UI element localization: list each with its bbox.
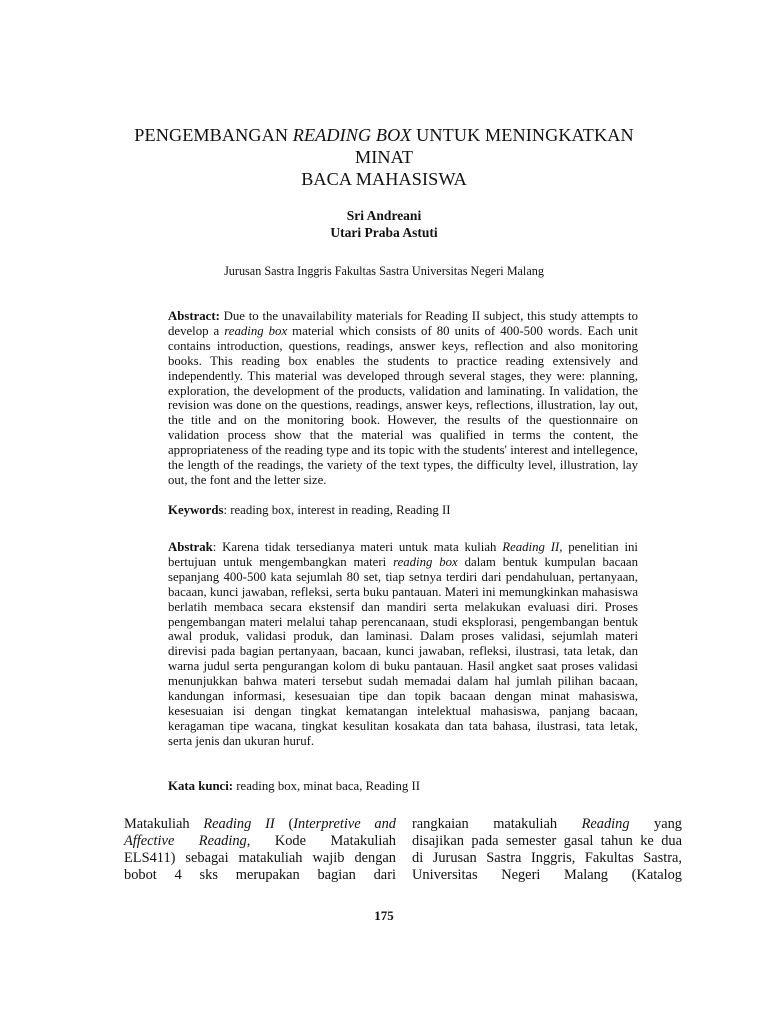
title-italic: READING BOX <box>292 125 412 145</box>
abstrak-label: Abstrak <box>168 540 213 554</box>
body-italic: Affective Reading <box>124 833 247 849</box>
abstrak-italic-term: reading box <box>393 554 458 569</box>
keywords-label: Keywords <box>168 503 224 517</box>
body-line <box>412 816 682 833</box>
body-italic: Interpretive and <box>293 816 396 832</box>
body-italic: Reading II <box>203 816 275 832</box>
title-line2: BACA MAHASISWA <box>301 169 467 189</box>
body-line <box>124 816 396 833</box>
abstract-italic-term: reading box <box>224 323 288 338</box>
abstrak-text: : Karena tidak tersedianya materi untuk mata kuliah <box>212 540 503 554</box>
body-text: , Kode Matakuliah <box>246 833 396 849</box>
author-name: Utari Praba Astuti <box>330 225 438 240</box>
author-list <box>0 207 768 241</box>
author-name: Sri Andreani <box>346 208 422 223</box>
abstract-english <box>168 309 638 488</box>
body-line: disajikan pada semester gasal tahun ke dua <box>412 833 682 849</box>
affiliation: Jurusan Sastra Inggris Fakultas Sastra Universitas Negeri Malang <box>224 264 544 278</box>
body-line: bobot 4 sks merupakan bagian dari <box>124 867 396 883</box>
abstrak-text: penelitian ini bertujuan untuk mengembangkan materi <box>168 540 638 569</box>
abstract-indonesian <box>168 540 638 749</box>
body-text: Matakuliah <box>124 816 204 832</box>
title-part1: PENGEMBANGAN <box>134 125 293 145</box>
kata-kunci-label: Kata kunci: <box>168 779 234 793</box>
body-italic: Reading <box>581 816 630 832</box>
abstract-text: Due to the unavailability materials for Reading II subject, this study attempts to develop a <box>168 309 638 338</box>
keywords-text: : reading box, interest in reading, Reading II <box>223 503 451 517</box>
body-line <box>124 833 396 850</box>
keywords-indonesian <box>168 779 638 794</box>
body-text: rangkaian matakuliah <box>412 816 582 832</box>
page-number: 175 <box>374 908 394 923</box>
body-text: yang <box>629 816 682 832</box>
keywords-english <box>168 503 638 518</box>
abstrak-italic-term: Reading II, <box>502 540 563 554</box>
body-line: Universitas Negeri Malang (Katalog <box>412 867 682 883</box>
kata-kunci-text: reading box, minat baca, Reading II <box>233 779 420 793</box>
body-line: di Jurusan Sastra Inggris, Fakultas Sastra, <box>412 850 682 866</box>
title-part3: UNTUK MENINGKATKAN MINAT <box>354 125 634 167</box>
body-column-left <box>124 816 396 884</box>
body-text: ( <box>274 816 294 832</box>
paper-title <box>110 124 658 190</box>
body-line: ELS411) sebagai matakuliah wajib dengan <box>124 850 396 866</box>
body-column-right <box>412 816 682 884</box>
abstract-label: Abstract: <box>168 309 220 323</box>
abstract-text: material which consists of 80 units of 400-500 words. Each unit contains introduction, questions, readings, answer keys, reflection and also monitoring books. This reading box enables the students to practice reading extensively and independently. This material was developed through several stages, they were: planning, exploration, the development of the products, validation and laminating. In validation, the revision was done on the questions, readings, answer keys, reflections, illustration, lay out, the title and on the monitoring book. However, the results of the questionnaire on validation process show that the material was qualified in terms the content, the appropriateness of the reading type and its topic with the students' interest and intellegence, the length of the readings, the variety of the text types, the difficulty level, illustration, lay out, the font and the letter size. <box>168 323 638 487</box>
abstrak-text: dalam bentuk kumpulan bacaan sepanjang 400-500 kata sejumlah 80 set, tiap setnya terdiri dari pendahuluan, pertanyaan, bacaan, kunci jawaban, refleksi, serta buku pantauan. Materi ini memungkinkan mahasiswa berlatih membaca secara ekstensif dan mandiri serta melakukan evaluasi diri. Proses pengembangan materi melalui tahap perencanaan, studi eksplorasi, pengembangan bentuk awal produk, validasi produk, dan laminasi. Dalam proses validasi, sejumlah materi direvisi pada bagian pertanyaan, bacaan, kunci jawaban, refleksi, ilustrasi, tata letak, dan warna judul serta pengurangan kolom di buku pantauan. Hasil angket saat proses validasi menunjukkan bahwa materi tersebut sudah memadai dalam hal jumlah pilihan bacaan, kandungan informasi, kesesuaian tipe dan topik bacaan dengan minat mahasiswa, kesesuaian isi dengan tingkat kematangan intelektual mahasiswa, panjang bacaan, keragaman tipe wacana, tingkat kesulitan kosakata dan tata bahasa, ilustrasi, tata letak, serta jenis dan ukuran huruf. <box>168 554 639 748</box>
